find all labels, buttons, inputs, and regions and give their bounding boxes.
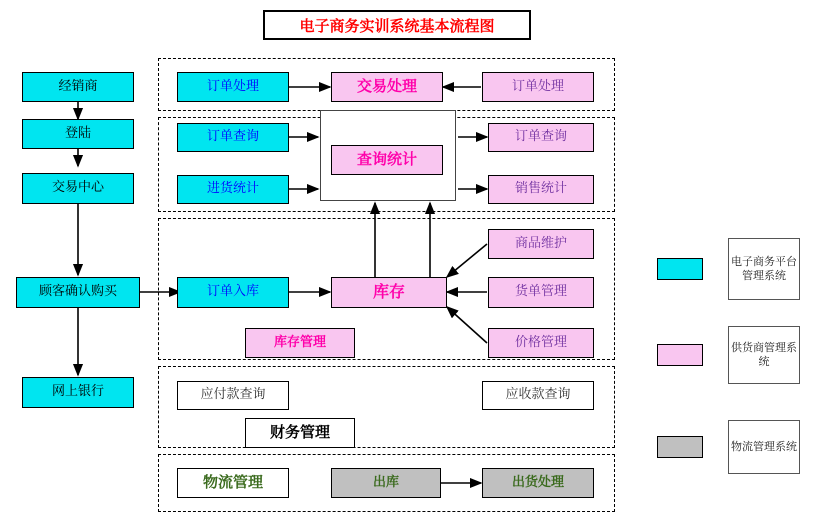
node-login[interactable]: 登陆	[22, 119, 134, 149]
node-customer-confirm-purchase[interactable]: 顾客确认购买	[16, 277, 140, 308]
node-query-statistics[interactable]: 查询统计	[331, 145, 443, 175]
node-shipping-processing[interactable]: 出货处理	[482, 468, 594, 498]
node-logistics-management[interactable]: 物流管理	[177, 468, 289, 498]
node-order-query-right[interactable]: 订单查询	[488, 123, 594, 152]
legend-swatch-supplier	[657, 344, 703, 366]
node-receivable-query[interactable]: 应收款查询	[482, 381, 594, 410]
legend-swatch-platform	[657, 258, 703, 280]
node-shipment-order-management[interactable]: 货单管理	[488, 277, 594, 308]
legend-swatch-logistics	[657, 436, 703, 458]
node-online-bank[interactable]: 网上银行	[22, 377, 134, 408]
legend-label-platform: 电子商务平台管理系统	[728, 238, 800, 300]
legend-label-logistics: 物流管理系统	[728, 420, 800, 474]
node-order-processing-left[interactable]: 订单处理	[177, 72, 289, 102]
node-inventory-management[interactable]: 库存管理	[245, 328, 355, 358]
node-transaction-processing[interactable]: 交易处理	[331, 72, 443, 102]
node-price-management[interactable]: 价格管理	[488, 328, 594, 358]
node-dealer[interactable]: 经销商	[22, 72, 134, 102]
node-order-query-left[interactable]: 订单查询	[177, 123, 289, 152]
node-sales-statistics[interactable]: 销售统计	[488, 175, 594, 204]
legend-label-supplier: 供货商管理系统	[728, 326, 800, 384]
node-order-processing-right[interactable]: 订单处理	[482, 72, 594, 102]
node-payable-query[interactable]: 应付款查询	[177, 381, 289, 410]
node-purchase-statistics[interactable]: 进货统计	[177, 175, 289, 204]
node-finance-management[interactable]: 财务管理	[245, 418, 355, 448]
node-trade-center[interactable]: 交易中心	[22, 173, 134, 204]
node-inventory[interactable]: 库存	[331, 277, 447, 308]
node-stock-out[interactable]: 出库	[331, 468, 441, 498]
diagram-title: 电子商务实训系统基本流程图	[263, 10, 531, 40]
node-order-stock-in[interactable]: 订单入库	[177, 277, 289, 308]
node-product-maintenance[interactable]: 商品维护	[488, 229, 594, 259]
